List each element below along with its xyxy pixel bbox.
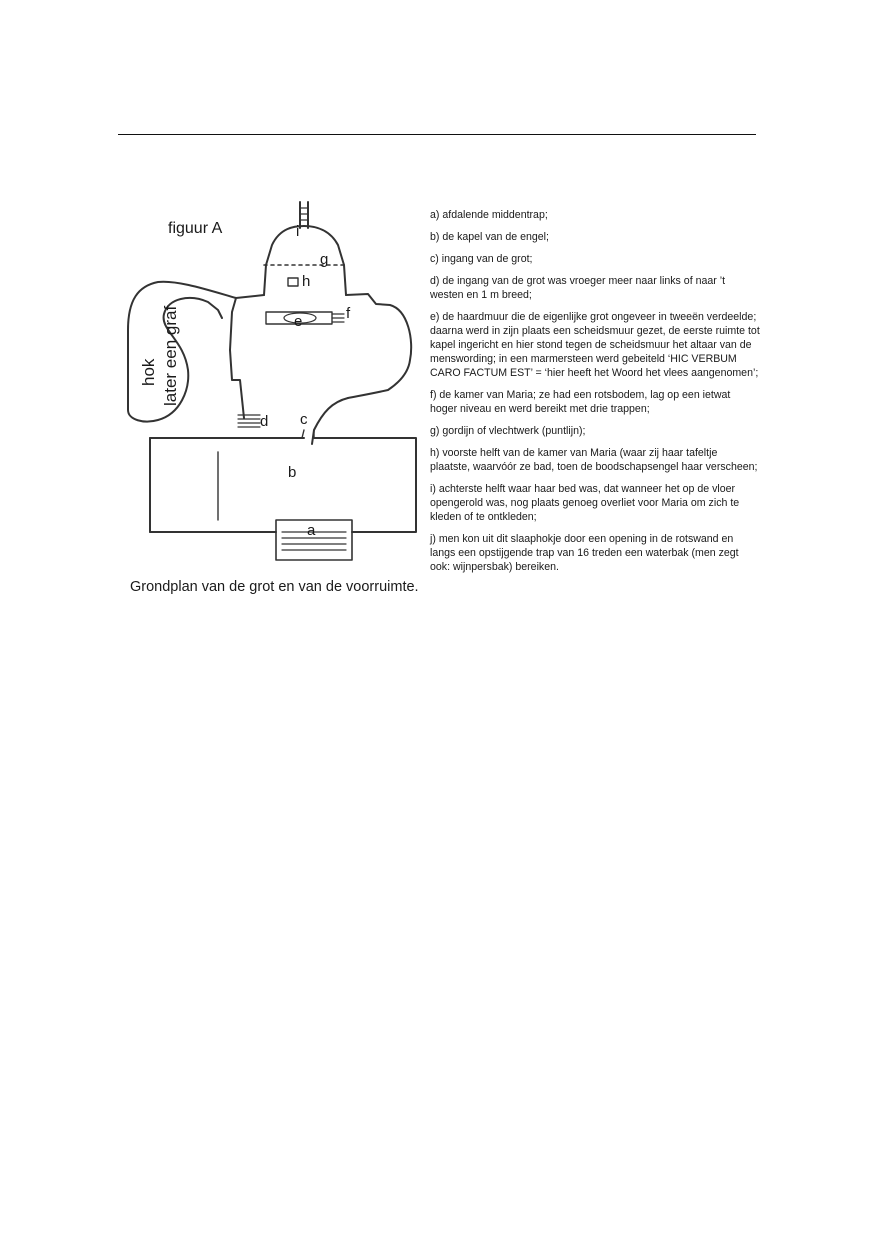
label-e: e <box>294 313 303 330</box>
legend-item-h: h) voorste helft van de kamer van Maria (waar zij haar tafeltje plaatste, waarvóór ze bad, toen de boodschapsengel haar verscheen; <box>430 447 758 473</box>
legend-item-c: c) ingang van de grot; <box>430 253 533 265</box>
legend-item-f: f) de kamer van Maria; ze had een rotsbodem, lag op een ietwat hoger niveau en werd bereikt met drie trappen; <box>430 389 731 415</box>
label-g: g <box>320 251 329 268</box>
label-f: f <box>346 305 351 322</box>
floor-plan-figure <box>118 190 418 570</box>
figure-title: figuur A <box>168 220 223 237</box>
top-rule <box>118 134 756 135</box>
legend-item-d: d) de ingang van de grot was vroeger meer naar links of naar ’t westen en 1 m breed; <box>430 275 726 301</box>
legend-item-i: i) achterste helft waar haar bed was, dat wanneer het op de vloer opengerold was, nog plaats genoeg overliet voor Maria om zich te kleden of te ontkleden; <box>430 483 740 523</box>
label-c: c <box>300 411 308 428</box>
side-label-hok: hok <box>139 358 158 386</box>
label-h: h <box>302 273 311 290</box>
label-b: b <box>288 464 297 481</box>
legend-item-e: e) de haardmuur die de eigenlijke grot ongeveer in tweeën verdeelde; daarna werd in zijn plaats een scheidsmuur gezet, de eerste ruimte tot kapel ingericht en hier stond tegen de scheidsmuur het altaar van de menswording; in een marmersteen werd gebeiteld ‘HIC VERBUM CARO FACTUM EST’ = ‘hier heeft het Woord het vlees aangenomen’; <box>430 311 760 379</box>
legend-item-j: j) men kon uit dit slaaphokje door een opening in de rotswand en langs een opstijgende trap van 16 treden een waterbak (men zegt ook: wijnpersbak) bereiken. <box>430 533 739 573</box>
label-i: i <box>296 223 300 240</box>
side-label-later-een-graf: later een graf <box>161 305 180 406</box>
label-a: a <box>307 522 316 539</box>
label-d: d <box>260 413 269 430</box>
legend-item-b: b) de kapel van de engel; <box>430 231 549 243</box>
figure-caption: Grondplan van de grot en van de voorruimte. <box>130 579 419 595</box>
legend-item-a: a) afdalende middentrap; <box>430 209 548 221</box>
legend-list <box>430 208 760 582</box>
legend-item-g: g) gordijn of vlechtwerk (puntlijn); <box>430 425 586 437</box>
